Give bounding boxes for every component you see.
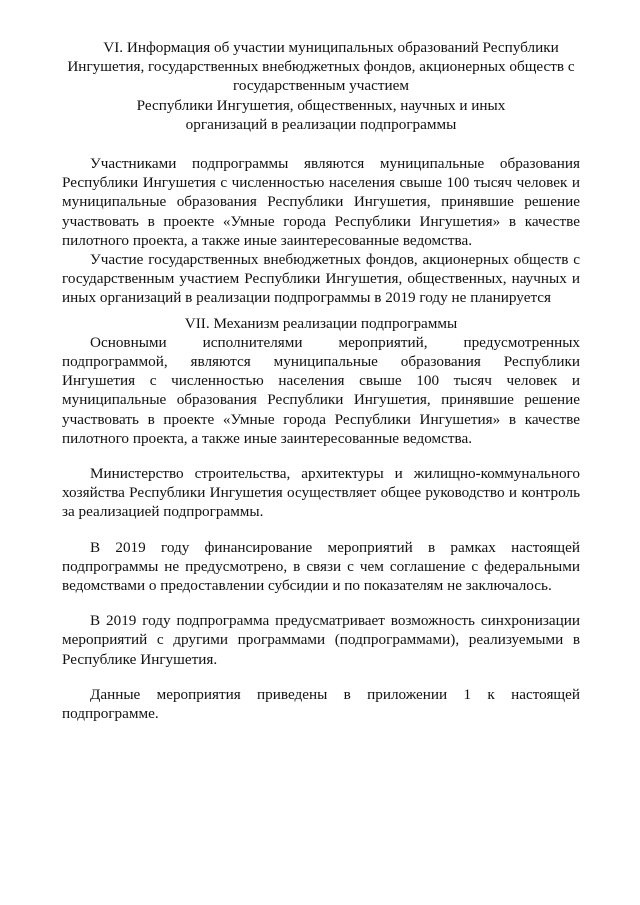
document-page: [62, 38, 580, 723]
section-7-paragraph: Данные мероприятия приведены в приложении 1 к настоящей подпрограмме.: [62, 685, 580, 723]
section-7-paragraph: Основными исполнителями мероприятий, предусмотренных подпрограммой, являются муниципальные образования Республики Ингушетия с численностью населения свыше 100 тысяч человек и муниципальные образования Республики Ингушетия, принявшие решение участвовать в проекте «Умные города Республики Ингушетия» в качестве пилотного проекта, а также иные заинтересованные ведомства.: [62, 333, 580, 447]
section-6-heading-line: Республики Ингушетия, общественных, научных и иных: [136, 96, 506, 114]
section-6-heading-line: Ингушетия, государственных внебюджетных фондов, акционерных обществ с: [67, 58, 575, 76]
section-6-heading-line: государственным участием: [233, 77, 409, 95]
section-6-heading: [62, 38, 580, 134]
section-7-paragraph: Министерство строительства, архитектуры и жилищно-коммунального хозяйства Республики Ингушетия осуществляет общее руководство и контроль за реализацией подпрограммы.: [62, 465, 580, 521]
section-6-paragraph: Участие государственных внебюджетных фондов, акционерных обществ с государственным участием Республики Ингушетия, общественных, научных и иных организаций в реализации подпрограммы в 2019 году не планируется: [62, 251, 580, 307]
section-6-heading-line: VI. Информация об участии муниципальных образований Республики: [103, 39, 559, 56]
section-6-paragraph: Участниками подпрограммы являются муниципальные образования Республики Ингушетия с численностью населения свыше 100 тысяч человек и муниципальные образования Республики Ингушетия, принявшие решение участвовать в проекте «Умные города Республики Ингушетия» в качестве пилотного проекта, а также иные заинтересованные ведомства.: [62, 155, 580, 249]
section-7-heading: [62, 314, 580, 333]
section-7-paragraph: В 2019 году подпрограмма предусматривает возможность синхронизации мероприятий с другими программами (подпрограммами), реализуемыми в Республике Ингушетия.: [62, 612, 580, 668]
section-7-paragraph: В 2019 году финансирование мероприятий в рамках настоящей подпрограммы не предусмотрено, в связи с чем соглашение с федеральными ведомствами о предоставлении субсидии и по показателям не заключалось.: [62, 538, 580, 595]
section-6-heading-line: организаций в реализации подпрограммы: [185, 115, 457, 133]
section-7-heading-text: VII. Механизм реализации подпрограммы: [184, 314, 458, 332]
